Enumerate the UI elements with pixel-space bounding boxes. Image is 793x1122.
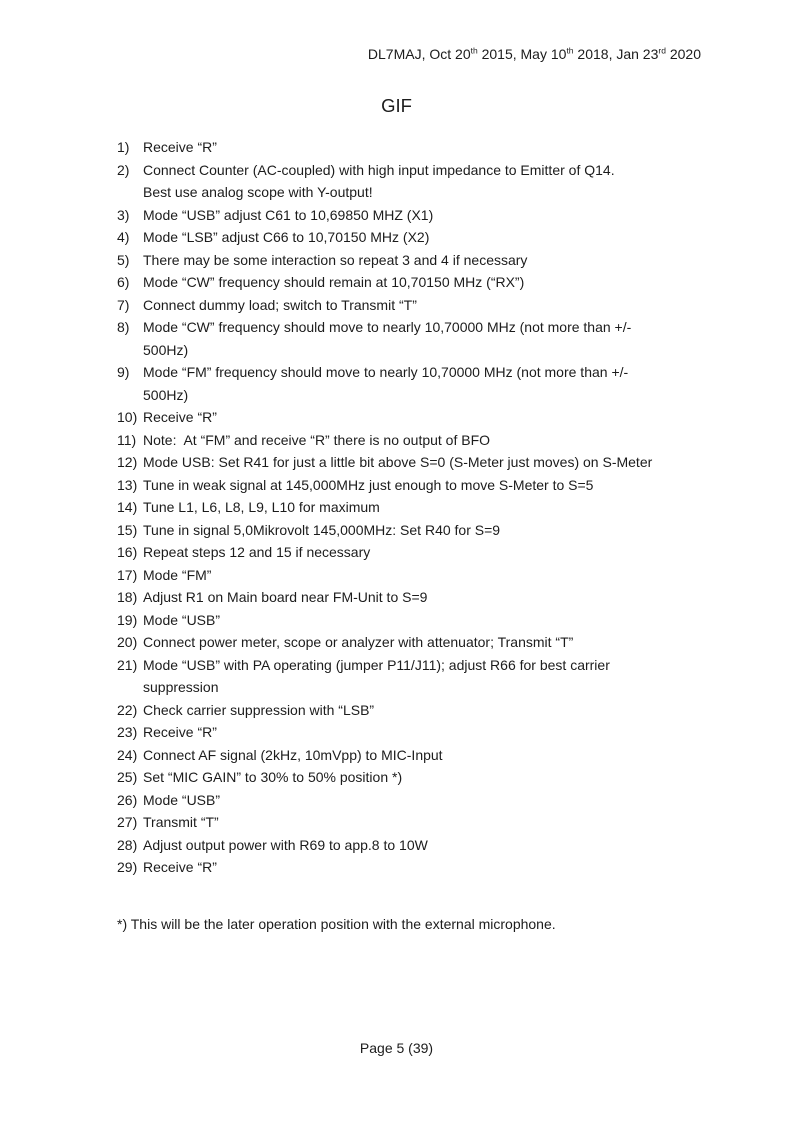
list-item xyxy=(117,204,742,227)
list-item xyxy=(117,766,742,789)
list-item-line: Adjust R1 on Main board near FM-Unit to S=9 xyxy=(143,589,428,605)
list-item-text xyxy=(143,721,742,744)
list-item-number: 5) xyxy=(117,251,130,268)
list-item-line: Tune in weak signal at 145,000MHz just enough to move S-Meter to S=5 xyxy=(143,476,594,493)
list-item-line: Mode “CW” frequency should move to nearly 10,70000 MHz (not more than +/- xyxy=(143,319,632,335)
list-item xyxy=(117,226,742,249)
list-item-text xyxy=(143,541,742,564)
list-item-line: Connect dummy load; switch to Transmit “T” xyxy=(143,296,417,313)
list-item-text xyxy=(143,811,742,834)
list-item-number: 1) xyxy=(117,139,130,155)
list-item-number: 17) xyxy=(117,566,138,583)
list-item-number: 29) xyxy=(117,859,138,875)
list-item-text xyxy=(143,361,742,406)
list-item-line: Receive “R” xyxy=(143,859,217,875)
list-item-number: 10) xyxy=(117,409,138,425)
header-text: 2015, May 10 xyxy=(477,46,567,62)
list-item-line: Mode “USB” with PA operating (jumper P11/J11); adjust R66 for best carrier xyxy=(143,656,610,673)
list-item-line: Receive “R” xyxy=(143,139,217,155)
header-superscript: rd xyxy=(658,45,666,56)
list-item xyxy=(117,654,742,699)
list-item-line: Tune L1, L6, L8, L9, L10 for maximum xyxy=(143,499,380,515)
list-item-line: Repeat steps 12 and 15 if necessary xyxy=(143,544,371,560)
list-item-text xyxy=(143,654,742,699)
list-item-text xyxy=(143,496,742,519)
list-item-number: 28) xyxy=(117,836,138,853)
document-header xyxy=(368,45,701,63)
header-text: DL7MAJ, Oct 20 xyxy=(367,46,471,62)
list-item-text xyxy=(143,204,742,227)
header-superscript: th xyxy=(470,45,478,56)
list-item-number: 23) xyxy=(117,724,138,740)
list-item-number: 21) xyxy=(117,656,138,673)
list-item xyxy=(117,564,742,587)
list-item-text xyxy=(143,294,742,317)
list-item xyxy=(117,361,742,406)
list-item-text xyxy=(143,136,742,159)
list-item-text xyxy=(143,789,742,812)
list-item-line: 500Hz) xyxy=(143,386,189,403)
page-number: Page 5 (39) xyxy=(359,1040,434,1056)
list-item-number: 2) xyxy=(117,161,130,178)
list-item xyxy=(117,609,742,632)
list-item-number: 20) xyxy=(117,634,138,650)
list-item xyxy=(117,586,742,609)
page-title: GIF xyxy=(381,95,412,116)
list-item-number: 6) xyxy=(117,274,130,290)
list-item xyxy=(117,316,742,361)
header-text: 2020 xyxy=(665,46,701,62)
list-item xyxy=(117,744,742,767)
list-item-line: Connect Counter (AC-coupled) with high input impedance to Emitter of Q14. xyxy=(143,161,615,178)
list-item xyxy=(117,136,742,159)
list-item xyxy=(117,834,742,857)
header-superscript: th xyxy=(566,45,574,56)
list-item xyxy=(117,294,742,317)
list-item-number: 22) xyxy=(117,701,138,718)
list-item-line: There may be some interaction so repeat 3 and 4 if necessary xyxy=(143,251,528,268)
list-item xyxy=(117,429,742,452)
list-item-line: Mode “LSB” adjust C66 to 10,70150 MHz (X2) xyxy=(143,229,430,245)
list-item-text xyxy=(143,271,742,294)
list-item-text xyxy=(143,406,742,429)
list-item xyxy=(117,811,742,834)
list-item-line: Mode “FM” xyxy=(143,566,212,583)
list-item-line: 500Hz) xyxy=(143,341,189,358)
list-item-text xyxy=(143,586,742,609)
list-item xyxy=(117,474,742,497)
list-item-number: 8) xyxy=(117,319,130,335)
list-item-line: Mode “CW” frequency should remain at 10,70150 MHz (“RX”) xyxy=(143,274,525,290)
list-item xyxy=(117,249,742,272)
list-item-number: 12) xyxy=(117,454,138,470)
list-item xyxy=(117,271,742,294)
list-item-line: Note: At “FM” and receive “R” there is no output of BFO xyxy=(143,431,491,448)
list-item-text xyxy=(143,631,742,654)
list-item-line: Tune in signal 5,0Mikrovolt 145,000MHz: Set R40 for S=9 xyxy=(143,521,501,538)
list-item-text xyxy=(143,226,742,249)
list-item-line: Mode “USB” xyxy=(143,611,221,628)
list-item-text xyxy=(143,609,742,632)
list-item-line: Receive “R” xyxy=(143,409,217,425)
list-item-text xyxy=(143,834,742,857)
list-item-number: 15) xyxy=(117,521,138,538)
list-item-number: 4) xyxy=(117,229,130,245)
list-item-line: Receive “R” xyxy=(143,724,217,740)
list-item-number: 11) xyxy=(117,431,137,448)
list-item-line: Mode “USB” adjust C61 to 10,69850 MHZ (X1) xyxy=(143,206,434,223)
list-item-text xyxy=(143,766,742,789)
list-item-number: 24) xyxy=(117,746,138,763)
list-item xyxy=(117,496,742,519)
list-item-line: Set “MIC GAIN” to 30% to 50% position *) xyxy=(143,769,403,785)
list-item-line: Mode “FM” frequency should move to nearly 10,70000 MHz (not more than +/- xyxy=(143,364,629,380)
list-item xyxy=(117,631,742,654)
list-item-number: 26) xyxy=(117,791,138,808)
list-item-text xyxy=(143,564,742,587)
list-item-text xyxy=(143,159,742,204)
list-item-number: 9) xyxy=(117,364,130,380)
list-item-line: Best use analog scope with Y-output! xyxy=(143,184,373,200)
list-item xyxy=(117,519,742,542)
list-item-number: 13) xyxy=(117,476,138,493)
list-item-line: Check carrier suppression with “LSB” xyxy=(143,701,375,718)
list-item-text xyxy=(143,451,742,474)
list-item-text xyxy=(143,744,742,767)
list-item-line: Adjust output power with R69 to app.8 to 10W xyxy=(143,836,428,853)
footnote: *) This will be the later operation position with the external microphone. xyxy=(117,916,556,932)
list-item xyxy=(117,406,742,429)
list-item-number: 25) xyxy=(117,769,138,785)
list-item xyxy=(117,789,742,812)
header-text: 2018, Jan 23 xyxy=(573,46,659,62)
list-item xyxy=(117,856,742,879)
list-item-number: 16) xyxy=(117,544,138,560)
list-item-text xyxy=(143,429,742,452)
list-item xyxy=(117,541,742,564)
list-item-number: 27) xyxy=(117,814,138,830)
list-item-text xyxy=(143,249,742,272)
list-item-line: Mode USB: Set R41 for just a little bit above S=0 (S-Meter just moves) on S-Meter xyxy=(143,454,653,470)
list-item-line: Connect power meter, scope or analyzer with attenuator; Transmit “T” xyxy=(143,634,574,650)
list-item-line: Connect AF signal (2kHz, 10mVpp) to MIC-Input xyxy=(143,746,443,763)
list-item xyxy=(117,699,742,722)
list-item-line: suppression xyxy=(143,679,219,695)
list-item-line: Mode “USB” xyxy=(143,791,221,808)
list-item-number: 14) xyxy=(117,499,138,515)
list-item-number: 7) xyxy=(117,296,130,313)
instruction-list xyxy=(117,136,742,879)
list-item xyxy=(117,159,742,204)
list-item-number: 18) xyxy=(117,589,138,605)
list-item-text xyxy=(143,699,742,722)
list-item-text xyxy=(143,316,742,361)
list-item xyxy=(117,451,742,474)
list-item-text xyxy=(143,474,742,497)
list-item-text xyxy=(143,856,742,879)
list-item-number: 19) xyxy=(117,611,138,628)
list-item-number: 3) xyxy=(117,206,130,223)
list-item-text xyxy=(143,519,742,542)
list-item-line: Transmit “T” xyxy=(143,814,219,830)
list-item xyxy=(117,721,742,744)
